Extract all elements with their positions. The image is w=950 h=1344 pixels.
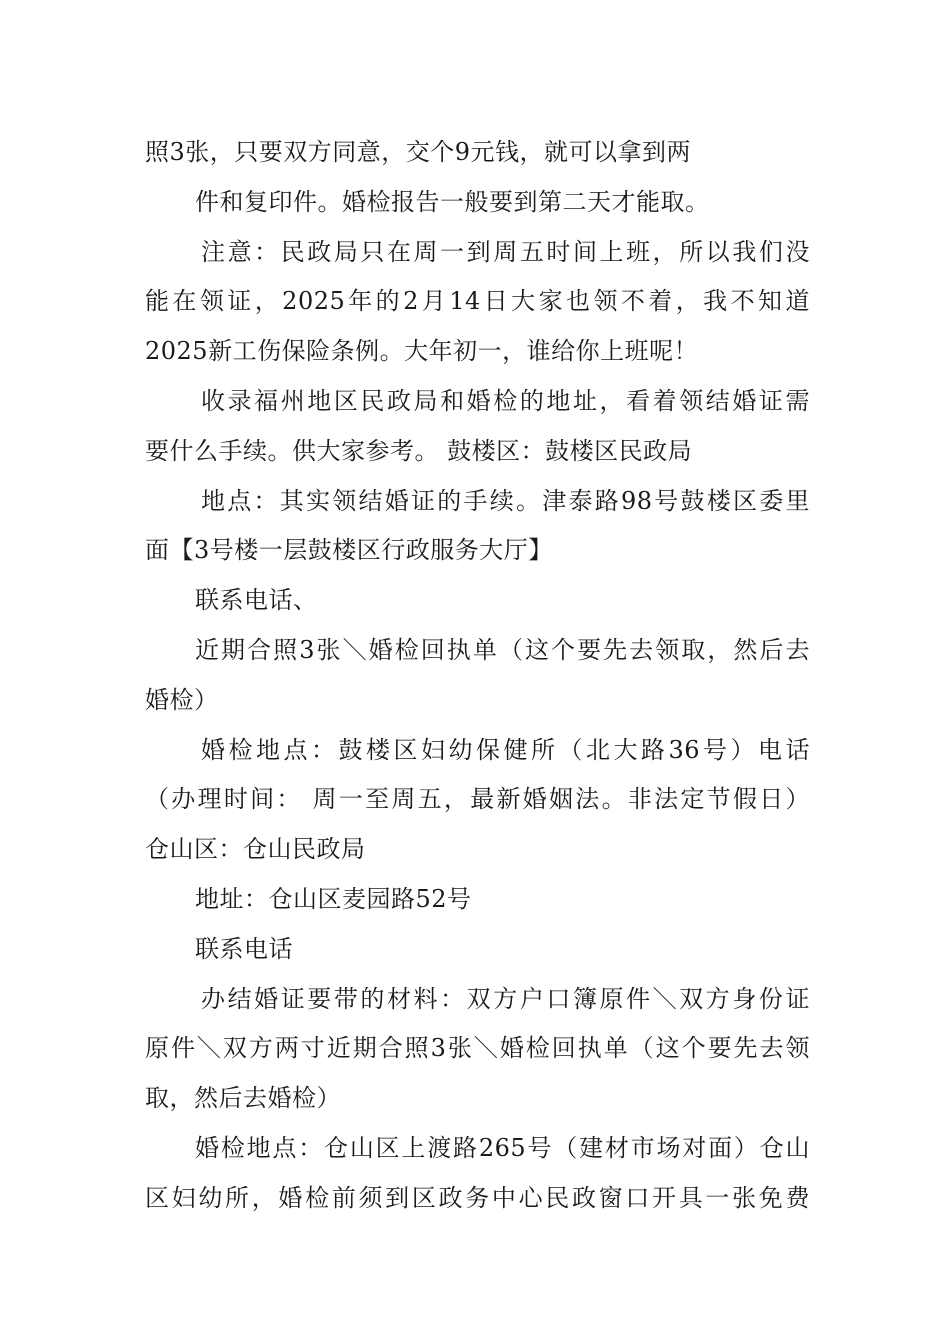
- text-line: 婚检）: [145, 685, 219, 714]
- text-line: 办结婚证要带的材料：双方户口簿原件＼双方身份证: [201, 984, 810, 1013]
- text-line: 收录福州地区民政局和婚检的地址，看着领结婚证需: [201, 386, 810, 415]
- text-line: 近期合照3张＼婚检回执单（这个要先去领取，然后去: [195, 635, 810, 664]
- text-line: 取，然后去婚检）: [145, 1084, 341, 1113]
- text-line: 件和复印件。婚检报告一般要到第二天才能取。: [195, 187, 710, 216]
- text-line: （办理时间： 周一至周五，最新婚姻法。非法定节假日）: [145, 785, 810, 814]
- text-line: 原件＼双方两寸近期合照3张＼婚检回执单（这个要先去领: [145, 1034, 810, 1063]
- text-line: 2025新工伤保险条例。大年初一，谁给你上班呢！: [145, 337, 699, 366]
- text-line: 联系电话、: [195, 586, 318, 615]
- text-line: 照3张，只要双方同意，交个9元钱，就可以拿到两: [145, 138, 692, 166]
- text-line: 面【3号楼一层鼓楼区行政服务大厅】: [145, 536, 553, 565]
- document-body: [145, 128, 810, 1224]
- text-line: 婚检地点：仓山区上渡路265号（建材市场对面）仓山: [195, 1133, 810, 1162]
- text-line: 要什么手续。供大家参考。 鼓楼区：鼓楼区民政局: [145, 436, 693, 465]
- text-line: 联系电话: [195, 934, 293, 963]
- text-line: 区妇幼所，婚检前须到区政务中心民政窗口开具一张免费: [145, 1183, 810, 1212]
- text-line: 婚检地点：鼓楼区妇幼保健所（北大路36号）电话: [201, 735, 810, 764]
- text-line: 地址：仓山区麦园路52号: [195, 884, 472, 913]
- text-line: 能在领证，2025年的2月14日大家也领不着，我不知道: [145, 287, 810, 316]
- text-line: 注意：民政局只在周一到周五时间上班，所以我们没: [201, 237, 810, 266]
- text-line: 地点：其实领结婚证的手续。津泰路98号鼓楼区委里: [201, 486, 810, 515]
- text-line: 仓山区：仓山民政局: [145, 835, 366, 864]
